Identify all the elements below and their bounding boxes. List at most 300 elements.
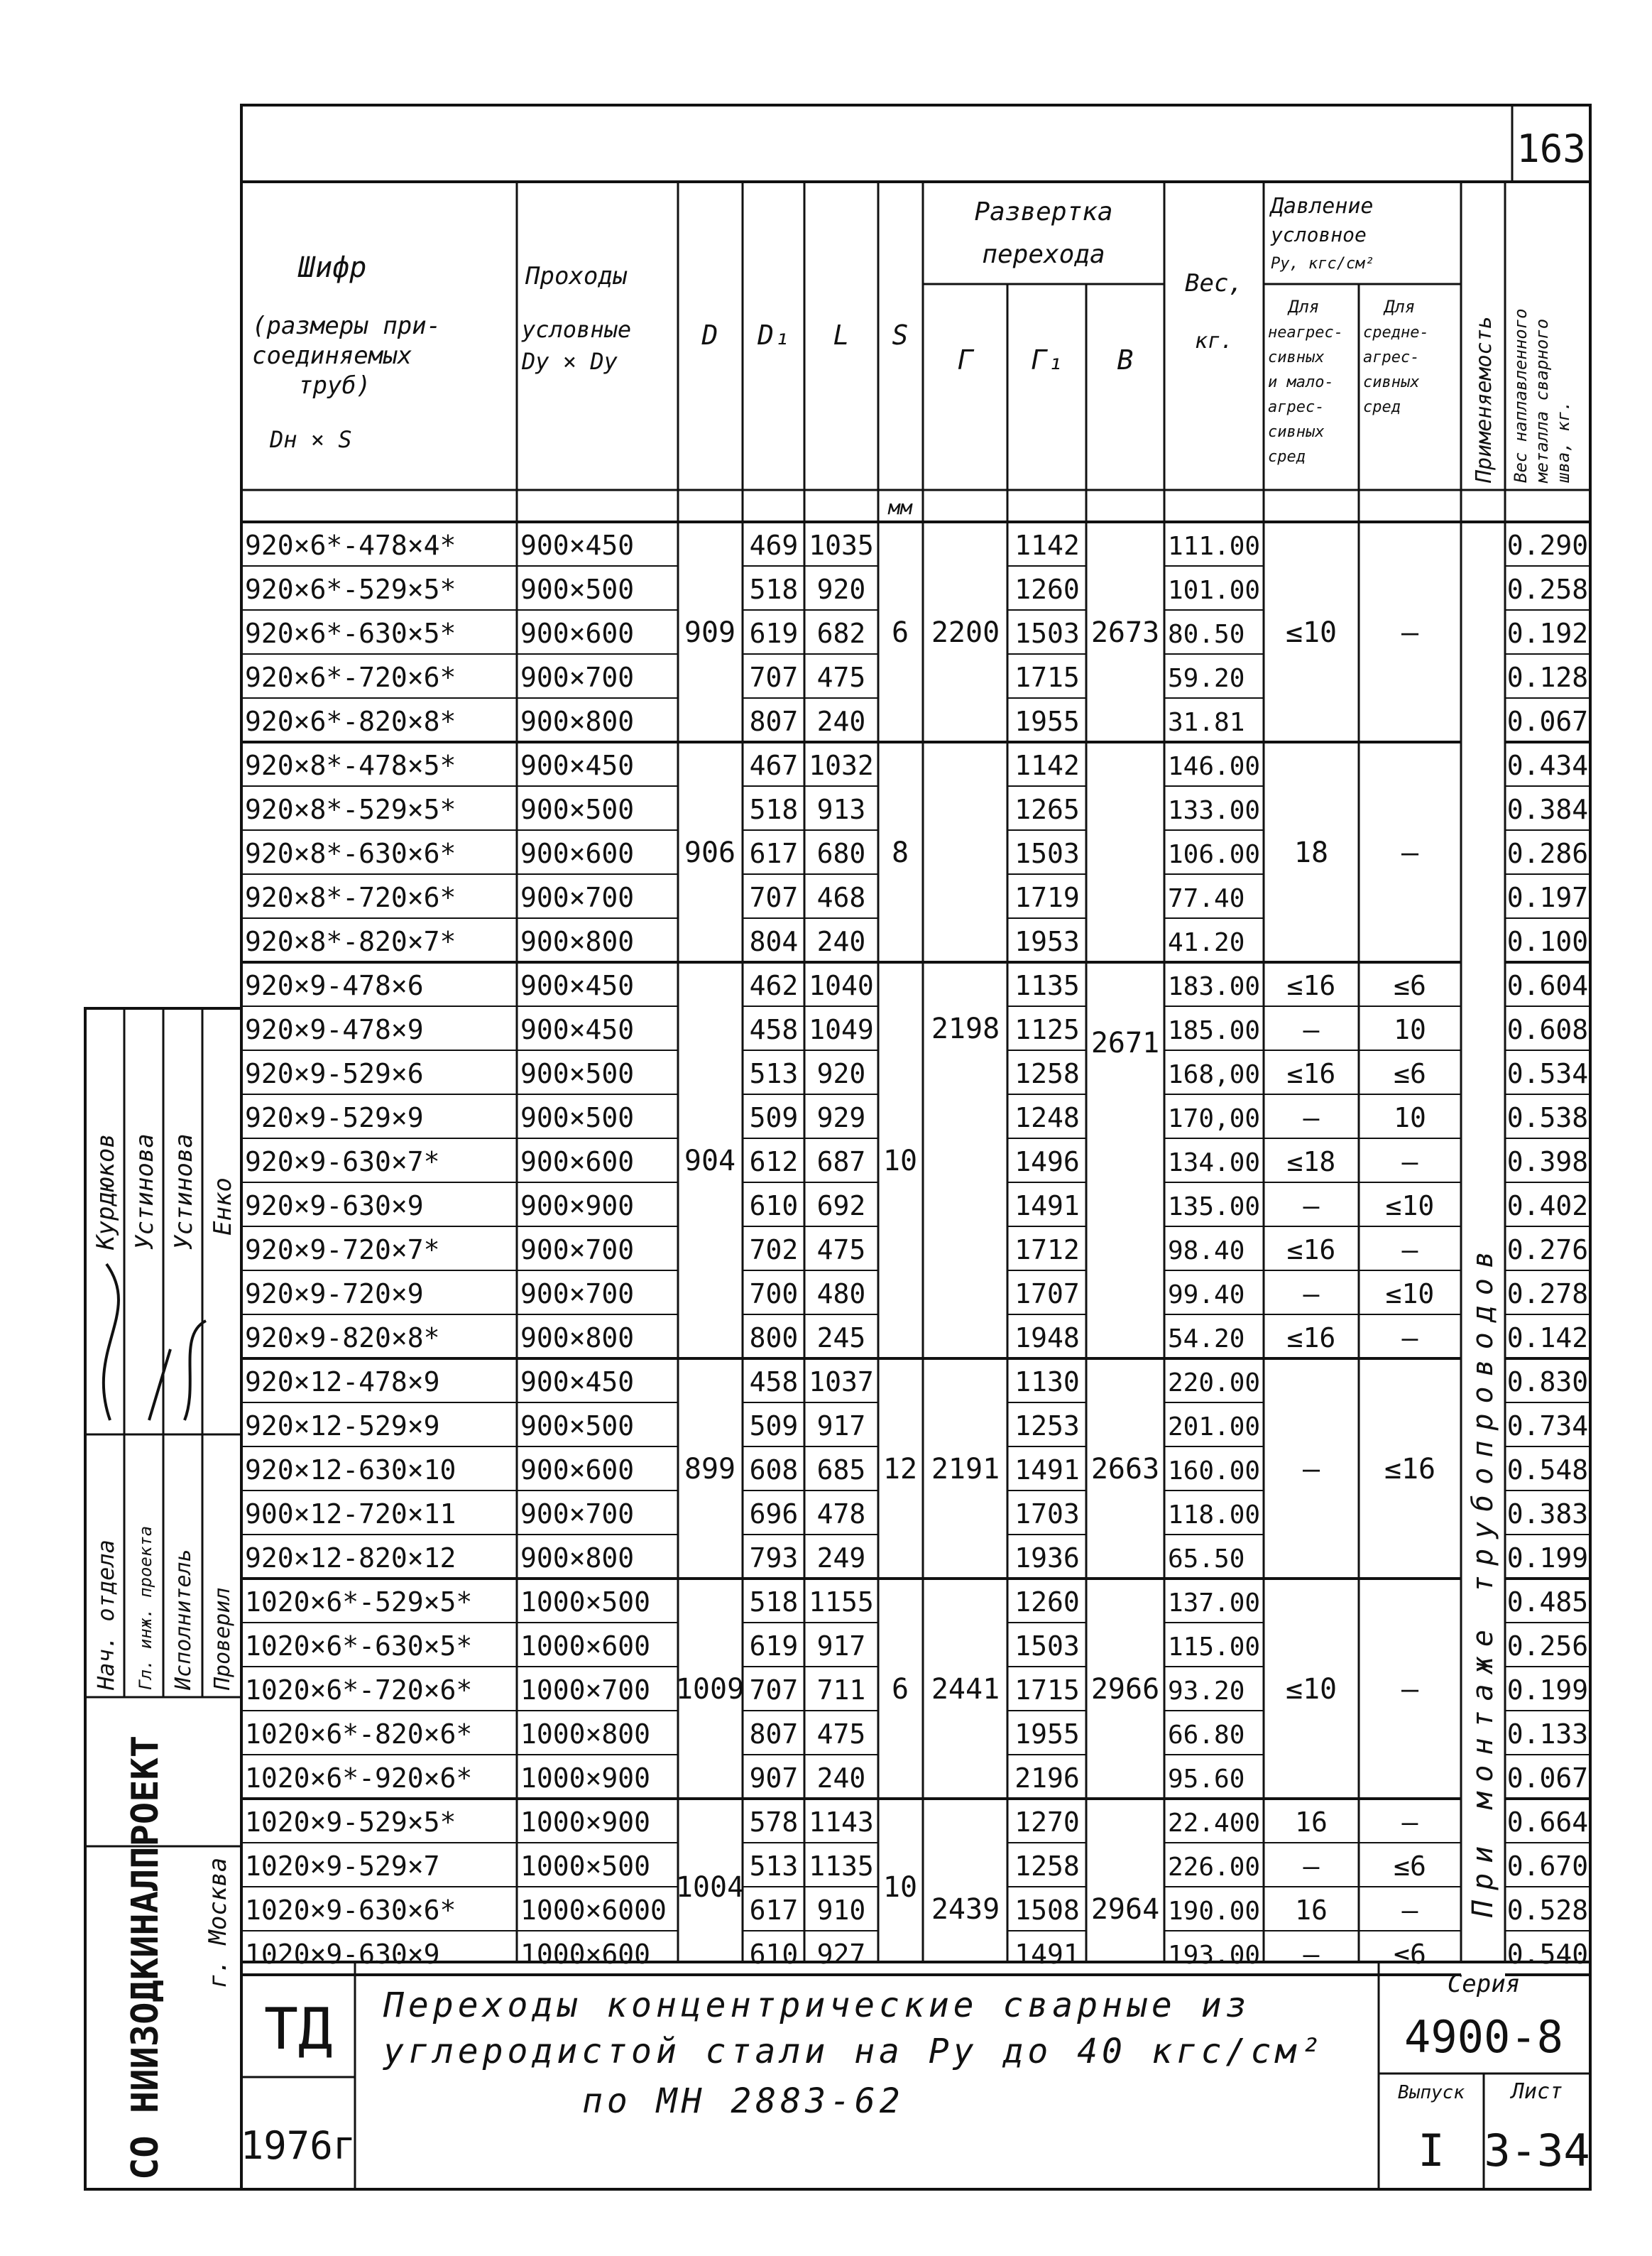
header-davlenie-1: условное — [1271, 223, 1367, 246]
cell-weld-weight: 0.548 — [1506, 1454, 1589, 1486]
cell-ves: 31.81 — [1168, 708, 1245, 737]
header-L: L — [833, 320, 850, 351]
cell-p-nonaggr: ≤16 — [1286, 1058, 1336, 1089]
cell-weld-weight: 0.434 — [1506, 750, 1589, 781]
cell-g1: 1248 — [1014, 1102, 1080, 1133]
cell-prokhody: 900×800 — [520, 706, 635, 737]
cell-l: 1032 — [809, 750, 874, 781]
stamp-title-1: углеродистой стали на Ру до 40 кгс/см² — [383, 2032, 1325, 2071]
cell-shifr: 920×9-720×9 — [245, 1278, 424, 1309]
cell-p-nonaggr: — — [1303, 1278, 1320, 1309]
cell-s: 12 — [882, 1453, 918, 1486]
cell-d: 904 — [684, 1145, 736, 1177]
cell-g1: 1260 — [1014, 574, 1080, 605]
cell-g1: 1253 — [1014, 1410, 1080, 1442]
cell-p-nonaggr: ≤18 — [1286, 1146, 1336, 1177]
cell-g: 2441 — [931, 1673, 1000, 1706]
title-stamp — [241, 1962, 1590, 2189]
header-davlenie-nonagr-1: неагрес- — [1268, 324, 1343, 342]
cell-p-nonaggr: — — [1303, 1102, 1320, 1133]
cell-g1: 1142 — [1014, 530, 1080, 561]
cell-l: 1035 — [809, 530, 874, 561]
cell-prokhody: 900×800 — [520, 1542, 635, 1574]
cell-prokhody: 1000×500 — [520, 1851, 651, 1882]
cell-d1: 707 — [749, 1674, 799, 1706]
header-davlenie-nonagr-5: сивных — [1268, 423, 1325, 441]
cell-l: 692 — [816, 1190, 866, 1221]
cell-weld-weight: 0.067 — [1506, 1762, 1589, 1794]
cell-weld-weight: 0.534 — [1506, 1058, 1589, 1089]
cell-d: 1004 — [675, 1871, 745, 1904]
cell-weld-weight: 0.402 — [1506, 1190, 1589, 1221]
cell-g1: 1491 — [1014, 1190, 1080, 1221]
signer-name-0: Курдюков — [92, 1133, 120, 1250]
cell-weld-weight: 0.830 — [1506, 1366, 1589, 1397]
signature-block — [85, 1008, 241, 2189]
header-shifr-sub-2: труб) — [298, 371, 371, 400]
cell-d1: 804 — [749, 926, 799, 957]
cell-prokhody: 900×500 — [520, 1058, 635, 1089]
cell-ves: 59.20 — [1168, 664, 1245, 693]
cell-weld-weight: 0.608 — [1506, 1014, 1589, 1045]
cell-prokhody: 900×500 — [520, 1102, 635, 1133]
cell-ves: 220.00 — [1168, 1368, 1261, 1397]
cell-weld-weight: 0.398 — [1506, 1146, 1589, 1177]
cell-l: 249 — [816, 1542, 866, 1574]
cell-prokhody: 900×500 — [520, 1410, 635, 1442]
cell-weld-weight: 0.128 — [1506, 662, 1589, 693]
cell-weld-weight: 0.278 — [1506, 1278, 1589, 1309]
cell-prokhody: 900×600 — [520, 1146, 635, 1177]
cell-l: 680 — [816, 838, 866, 869]
cell-prokhody: 900×500 — [520, 794, 635, 825]
signer-name-1: Устинова — [131, 1133, 159, 1250]
cell-shifr: 920×9-720×7* — [245, 1234, 440, 1265]
cell-d1: 619 — [749, 618, 799, 649]
cell-g1: 1496 — [1014, 1146, 1080, 1177]
cell-ves: 137.00 — [1168, 1589, 1261, 1618]
cell-p-nonaggr: 16 — [1295, 1807, 1328, 1838]
cell-p-mid: ≤10 — [1385, 1190, 1435, 1221]
cell-shifr: 920×9-478×6 — [245, 970, 424, 1001]
header-davlenie-nonagr-2: сивных — [1268, 349, 1325, 366]
cell-l: 910 — [816, 1895, 866, 1926]
cell-l: 240 — [816, 926, 866, 957]
cell-d: 909 — [684, 616, 736, 649]
stamp-title-2: по МН 2883-62 — [582, 2081, 904, 2121]
cell-prokhody: 900×600 — [520, 1454, 635, 1486]
cell-ves: 106.00 — [1168, 840, 1261, 869]
cell-prokhody: 900×900 — [520, 1190, 635, 1221]
cell-g1: 1948 — [1014, 1322, 1080, 1353]
sheet-number: 163 — [1516, 126, 1586, 171]
cell-p-nonaggr: — — [1303, 1851, 1320, 1882]
cell-l: 475 — [816, 1234, 866, 1265]
cell-g: 2200 — [931, 616, 1000, 649]
cell-s: 6 — [891, 616, 909, 649]
cell-d1: 617 — [749, 1895, 799, 1926]
header-davlenie-2: Рy, кгс/см² — [1271, 255, 1374, 273]
header-ves-metalla-1: металла сварного — [1532, 318, 1552, 483]
header-davlenie-nonagr-6: сред — [1268, 448, 1306, 466]
cell-p-mid: — — [1401, 616, 1419, 649]
cell-d1: 707 — [749, 662, 799, 693]
cell-d: 1009 — [675, 1673, 745, 1706]
cell-s: 8 — [891, 837, 909, 869]
cell-l: 245 — [816, 1322, 866, 1353]
cell-shifr: 1020×6*-529×5* — [245, 1586, 473, 1618]
cell-g1: 1503 — [1014, 1630, 1080, 1662]
cell-ves: 135.00 — [1168, 1192, 1261, 1221]
cell-l: 475 — [816, 1718, 866, 1750]
header-razvertka-0: Развертка — [974, 197, 1113, 227]
cell-shifr: 920×9-630×9 — [245, 1190, 424, 1221]
cell-d1: 509 — [749, 1410, 799, 1442]
org-city: г. Москва — [204, 1857, 232, 1988]
cell-p-nonaggr: ≤10 — [1285, 1673, 1338, 1706]
cell-l: 917 — [816, 1410, 866, 1442]
cell-ves: 134.00 — [1168, 1148, 1261, 1177]
cell-l: 475 — [816, 662, 866, 693]
cell-g1: 1265 — [1014, 794, 1080, 825]
header-units: мм — [888, 496, 912, 519]
stamp-title-0: Переходы концентрические сварные из — [383, 1985, 1251, 2025]
cell-shifr: 1020×9-529×5* — [245, 1807, 456, 1838]
org-name: СО НИИЗОДКИНАЛПРОЕКТ — [124, 1735, 167, 2180]
header-razvertka-1: перехода — [982, 240, 1105, 269]
header-primenyaemost: Применяемость — [1472, 316, 1497, 483]
cell-weld-weight: 0.258 — [1506, 574, 1589, 605]
cell-l: 1037 — [809, 1366, 874, 1397]
cell-shifr: 1020×6*-920×6* — [245, 1762, 473, 1794]
cell-prokhody: 900×450 — [520, 530, 635, 561]
cell-d: 899 — [684, 1453, 736, 1486]
cell-shifr: 920×6*-820×8* — [245, 706, 456, 737]
cell-d1: 518 — [749, 794, 799, 825]
cell-d1: 458 — [749, 1014, 799, 1045]
cell-p-nonaggr: 18 — [1293, 837, 1329, 869]
cell-l: 685 — [816, 1454, 866, 1486]
cell-d1: 610 — [749, 1190, 799, 1221]
cell-d1: 469 — [749, 530, 799, 561]
cell-shifr: 920×8*-720×6* — [245, 882, 456, 913]
stamp-issue-label: Выпуск — [1398, 2082, 1465, 2103]
cell-p-nonaggr: — — [1303, 1939, 1320, 1970]
cell-ves: 41.20 — [1168, 928, 1245, 957]
cell-l: 682 — [816, 618, 866, 649]
cell-ves: 95.60 — [1168, 1765, 1245, 1794]
cell-p-nonaggr: ≤10 — [1285, 616, 1338, 649]
cell-weld-weight: 0.734 — [1506, 1410, 1589, 1442]
cell-ves: 226.00 — [1168, 1853, 1261, 1882]
cell-l: 929 — [816, 1102, 866, 1133]
header-davlenie-nonagr-4: агрес- — [1268, 398, 1325, 416]
cell-p-mid: ≤16 — [1384, 1453, 1436, 1486]
cell-p-nonaggr: — — [1303, 1190, 1320, 1221]
cell-b: 2966 — [1090, 1673, 1160, 1706]
cell-shifr: 1020×9-630×6* — [245, 1895, 456, 1926]
header-shifr-sub-3: Dн × S — [270, 426, 352, 453]
cell-weld-weight: 0.485 — [1506, 1586, 1589, 1618]
cell-d1: 578 — [749, 1807, 799, 1838]
cell-d1: 696 — [749, 1498, 799, 1530]
stamp-series-label: Серия — [1447, 1970, 1521, 1998]
cell-ves: 54.20 — [1168, 1324, 1245, 1353]
cell-l: 1049 — [809, 1014, 874, 1045]
cell-ves: 98.40 — [1168, 1236, 1245, 1265]
cell-d1: 513 — [749, 1851, 799, 1882]
cell-p-nonaggr: ≤16 — [1286, 1234, 1336, 1265]
cell-d1: 518 — [749, 1586, 799, 1618]
cell-l: 917 — [816, 1630, 866, 1662]
cell-d1: 467 — [749, 750, 799, 781]
stamp-code: ТД — [263, 1996, 333, 2062]
cell-p-mid: 10 — [1394, 1102, 1426, 1133]
cell-d1: 807 — [749, 1718, 799, 1750]
cell-g1: 1260 — [1014, 1586, 1080, 1618]
stamp-sheet-value: 3-34 — [1484, 2125, 1590, 2176]
cell-d1: 458 — [749, 1366, 799, 1397]
cell-weld-weight: 0.100 — [1506, 926, 1589, 957]
cell-d1: 513 — [749, 1058, 799, 1089]
header-davlenie-mid-2: агрес- — [1363, 349, 1420, 366]
cell-ves: 66.80 — [1168, 1721, 1245, 1750]
applicability-note: При монтаже трубопроводов — [1467, 1241, 1499, 1917]
cell-g1: 1491 — [1014, 1939, 1080, 1970]
cell-weld-weight: 0.199 — [1506, 1542, 1589, 1574]
cell-shifr: 920×6*-630×5* — [245, 618, 456, 649]
cell-shifr: 920×9-478×9 — [245, 1014, 424, 1045]
cell-prokhody: 1000×700 — [520, 1674, 651, 1706]
cell-g1: 1258 — [1014, 1851, 1080, 1882]
cell-shifr: 920×9-529×9 — [245, 1102, 424, 1133]
cell-prokhody: 1000×600 — [520, 1630, 651, 1662]
cell-prokhody: 1000×600 — [520, 1939, 651, 1970]
cell-shifr: 920×6*-529×5* — [245, 574, 456, 605]
cell-d1: 619 — [749, 1630, 799, 1662]
cell-b: 2671 — [1090, 1027, 1160, 1059]
cell-weld-weight: 0.199 — [1506, 1674, 1589, 1706]
cell-p-mid: — — [1401, 1895, 1418, 1926]
signer-name-3: Енко — [209, 1177, 237, 1236]
cell-ves: 77.40 — [1168, 884, 1245, 913]
stamp-year: 1976г — [240, 2123, 356, 2168]
cell-l: 920 — [816, 1058, 866, 1089]
cell-shifr: 900×12-720×11 — [245, 1498, 456, 1530]
header-D1: D₁ — [757, 320, 790, 351]
header-davlenie-mid-1: средне- — [1363, 324, 1429, 342]
cell-d1: 707 — [749, 882, 799, 913]
cell-p-nonaggr: 16 — [1295, 1895, 1328, 1926]
cell-l: 927 — [816, 1939, 866, 1970]
cell-l: 920 — [816, 574, 866, 605]
cell-g1: 1135 — [1014, 970, 1080, 1001]
cell-g1: 1712 — [1014, 1234, 1080, 1265]
cell-prokhody: 900×600 — [520, 618, 635, 649]
cell-ves: 133.00 — [1168, 796, 1261, 825]
header-G: Г — [957, 344, 974, 376]
cell-shifr: 1020×9-630×9 — [245, 1939, 440, 1970]
cell-d1: 509 — [749, 1102, 799, 1133]
cell-prokhody: 900×450 — [520, 970, 635, 1001]
cell-prokhody: 900×450 — [520, 750, 635, 781]
header-prokhody-sub-0: условные — [522, 316, 632, 343]
cell-prokhody: 900×800 — [520, 1322, 635, 1353]
cell-l: 711 — [816, 1674, 866, 1706]
cell-d1: 907 — [749, 1762, 799, 1794]
cell-s: 10 — [882, 1871, 918, 1904]
cell-weld-weight: 0.540 — [1506, 1939, 1589, 1970]
cell-prokhody: 1000×6000 — [520, 1895, 667, 1926]
cell-l: 468 — [816, 882, 866, 913]
cell-g: 2439 — [931, 1893, 1000, 1926]
cell-l: 913 — [816, 794, 866, 825]
cell-ves: 168,00 — [1168, 1060, 1261, 1089]
cell-p-mid: 10 — [1394, 1014, 1426, 1045]
header-davlenie-mid-0: Для — [1384, 297, 1416, 317]
cell-d1: 612 — [749, 1146, 799, 1177]
cell-shifr: 920×8*-478×5* — [245, 750, 456, 781]
cell-d1: 462 — [749, 970, 799, 1001]
cell-g1: 1955 — [1014, 706, 1080, 737]
cell-shifr: 920×12-529×9 — [245, 1410, 440, 1442]
cell-d1: 610 — [749, 1939, 799, 1970]
cell-prokhody: 1000×900 — [520, 1807, 651, 1838]
cell-ves: 93.20 — [1168, 1677, 1245, 1706]
cell-d1: 793 — [749, 1542, 799, 1574]
cell-p-mid: — — [1401, 1807, 1418, 1838]
cell-ves: 170,00 — [1168, 1104, 1261, 1133]
header-prokhody-sub-1: Dу × Dу — [522, 348, 618, 375]
cell-weld-weight: 0.133 — [1506, 1718, 1589, 1750]
cell-g1: 1715 — [1014, 662, 1080, 693]
header-S: S — [892, 320, 909, 351]
header-D: D — [701, 320, 718, 351]
cell-l: 687 — [816, 1146, 866, 1177]
cell-prokhody: 1000×800 — [520, 1718, 651, 1750]
cell-p-mid: — — [1401, 837, 1419, 869]
stamp-issue-value: I — [1418, 2125, 1445, 2176]
cell-weld-weight: 0.197 — [1506, 882, 1589, 913]
header-davlenie-0: Давление — [1271, 194, 1374, 219]
header-labels — [252, 194, 1573, 519]
header-G1: Г₁ — [1031, 344, 1063, 376]
cell-g1: 1955 — [1014, 1718, 1080, 1750]
cell-shifr: 920×8*-529×5* — [245, 794, 456, 825]
cell-prokhody: 900×450 — [520, 1014, 635, 1045]
cell-ves: 146.00 — [1168, 752, 1261, 781]
cell-ves: 193.00 — [1168, 1941, 1261, 1970]
cell-weld-weight: 0.538 — [1506, 1102, 1589, 1133]
cell-p-mid: — — [1401, 1146, 1418, 1177]
cell-prokhody: 900×500 — [520, 574, 635, 605]
cell-ves: 101.00 — [1168, 576, 1261, 605]
cell-l: 480 — [816, 1278, 866, 1309]
cell-shifr: 920×6*-720×6* — [245, 662, 456, 693]
cell-b: 2964 — [1090, 1893, 1160, 1926]
cell-shifr: 920×12-820×12 — [245, 1542, 456, 1574]
cell-weld-weight: 0.256 — [1506, 1630, 1589, 1662]
header-davlenie-nonagr-3: и мало- — [1268, 374, 1334, 391]
cell-ves: 201.00 — [1168, 1412, 1261, 1442]
cell-l: 478 — [816, 1498, 866, 1530]
cell-l: 1155 — [809, 1586, 874, 1618]
cell-prokhody: 1000×500 — [520, 1586, 651, 1618]
cell-shifr: 920×12-478×9 — [245, 1366, 440, 1397]
header-ves-1: кг. — [1194, 329, 1234, 354]
cell-g1: 2196 — [1014, 1762, 1080, 1794]
cell-d1: 518 — [749, 574, 799, 605]
signer-name-2: Устинова — [170, 1133, 198, 1250]
cell-weld-weight: 0.664 — [1506, 1807, 1589, 1838]
cell-p-mid: — — [1401, 1234, 1418, 1265]
cell-g: 2198 — [931, 1013, 1000, 1045]
header-davlenie-mid-3: сивных — [1363, 374, 1420, 391]
cell-ves: 115.00 — [1168, 1633, 1261, 1662]
cell-weld-weight: 0.384 — [1506, 794, 1589, 825]
cell-p-nonaggr: ≤16 — [1286, 1322, 1336, 1353]
role-1: Гл. инж. проекта — [136, 1525, 155, 1690]
cell-shifr: 920×9-820×8* — [245, 1322, 440, 1353]
cell-l: 1040 — [809, 970, 874, 1001]
cell-l: 240 — [816, 1762, 866, 1794]
cell-l: 1135 — [809, 1851, 874, 1882]
header-shifr: Шифр — [298, 251, 367, 284]
cell-p-nonaggr: — — [1302, 1453, 1320, 1486]
cell-l: 240 — [816, 706, 866, 737]
cell-g1: 1142 — [1014, 750, 1080, 781]
cell-shifr: 920×9-630×7* — [245, 1146, 440, 1177]
cell-shifr: 920×8*-820×7* — [245, 926, 456, 957]
header-ves-metalla-2: шва, кг. — [1553, 400, 1573, 483]
cell-prokhody: 900×700 — [520, 662, 635, 693]
cell-shifr: 1020×6*-720×6* — [245, 1674, 473, 1706]
cell-weld-weight: 0.286 — [1506, 838, 1589, 869]
cell-d1: 807 — [749, 706, 799, 737]
cell-shifr: 920×9-529×6 — [245, 1058, 424, 1089]
cell-shifr: 1020×6*-630×5* — [245, 1630, 473, 1662]
header-prokhody: Проходы — [525, 262, 628, 290]
cell-d1: 608 — [749, 1454, 799, 1486]
cell-ves: 99.40 — [1168, 1280, 1245, 1309]
cell-ves: 183.00 — [1168, 972, 1261, 1001]
header-ves-metalla-0: Вес наплавленного — [1511, 308, 1531, 483]
cell-weld-weight: 0.604 — [1506, 970, 1589, 1001]
cell-g1: 1270 — [1014, 1807, 1080, 1838]
cell-g1: 1503 — [1014, 618, 1080, 649]
cell-prokhody: 900×700 — [520, 1498, 635, 1530]
cell-weld-weight: 0.670 — [1506, 1851, 1589, 1882]
stamp-series-value: 4900-8 — [1404, 2011, 1563, 2063]
cell-d1: 800 — [749, 1322, 799, 1353]
cell-g1: 1936 — [1014, 1542, 1080, 1574]
cell-p-mid: ≤6 — [1394, 1058, 1426, 1089]
cell-ves: 118.00 — [1168, 1500, 1261, 1530]
cell-weld-weight: 0.276 — [1506, 1234, 1589, 1265]
cell-prokhody: 900×700 — [520, 1234, 635, 1265]
data-table — [241, 530, 1590, 1975]
header-shifr-sub-1: соединяемых — [252, 342, 412, 370]
cell-weld-weight: 0.142 — [1506, 1322, 1589, 1353]
cell-g1: 1130 — [1014, 1366, 1080, 1397]
cell-s: 6 — [891, 1673, 909, 1706]
cell-b: 2663 — [1090, 1453, 1160, 1486]
cell-p-mid: — — [1401, 1673, 1419, 1706]
header-shifr-sub-0: (размеры при- — [252, 312, 442, 340]
cell-g1: 1953 — [1014, 926, 1080, 957]
cell-g1: 1508 — [1014, 1895, 1080, 1926]
cell-g1: 1258 — [1014, 1058, 1080, 1089]
